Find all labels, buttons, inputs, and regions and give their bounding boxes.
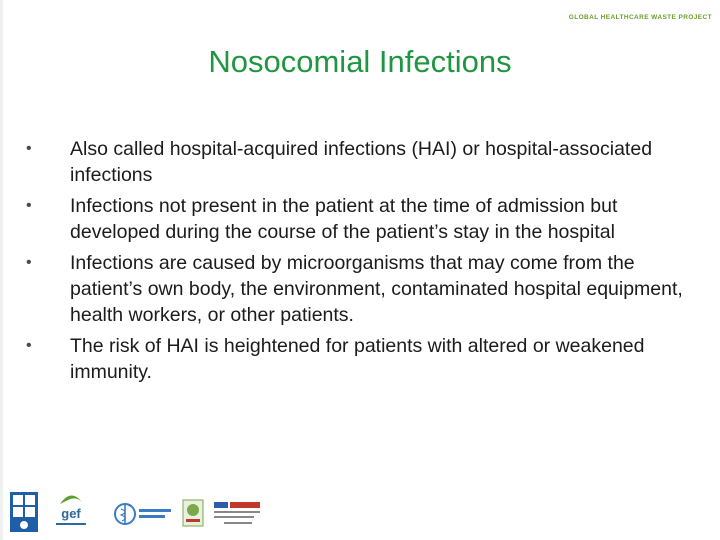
- bullet-text: Infections not present in the patient at the time of admission but developed during the course of the patient’s stay in the hospital: [70, 195, 618, 243]
- unops-logo: [214, 502, 266, 528]
- project-tag: GLOBAL HEALTHCARE WASTE PROJECT: [568, 14, 712, 21]
- slide-border: [0, 0, 3, 540]
- who-logo: [114, 500, 174, 528]
- bullet-text: Infections are caused by microorganisms that may come from the patient’s own body, the environment, contaminated hospital equipment, health workers, or other patients.: [70, 252, 683, 326]
- slide-title: Nosocomial Infections: [208, 44, 512, 79]
- bullet-text: The risk of HAI is heightened for patients with altered or weakened immunity.: [70, 335, 645, 383]
- undp-logo: [10, 492, 38, 532]
- bullet-item: [26, 136, 706, 188]
- footer-logos: [10, 488, 310, 534]
- bullet-item: [26, 250, 706, 328]
- bullet-icon: •: [26, 140, 32, 157]
- gef-logo: [54, 488, 88, 528]
- svg-text:gef: gef: [61, 506, 81, 521]
- bullet-item: [26, 193, 706, 245]
- bullet-text: Also called hospital-acquired infections (HAI) or hospital-associated infections: [70, 138, 653, 186]
- bullet-icon: •: [26, 337, 32, 354]
- bullet-list: [26, 136, 706, 390]
- bullet-item: [26, 333, 706, 385]
- bullet-icon: •: [26, 197, 32, 214]
- bullet-icon: •: [26, 254, 32, 271]
- partner-logo: [182, 498, 204, 528]
